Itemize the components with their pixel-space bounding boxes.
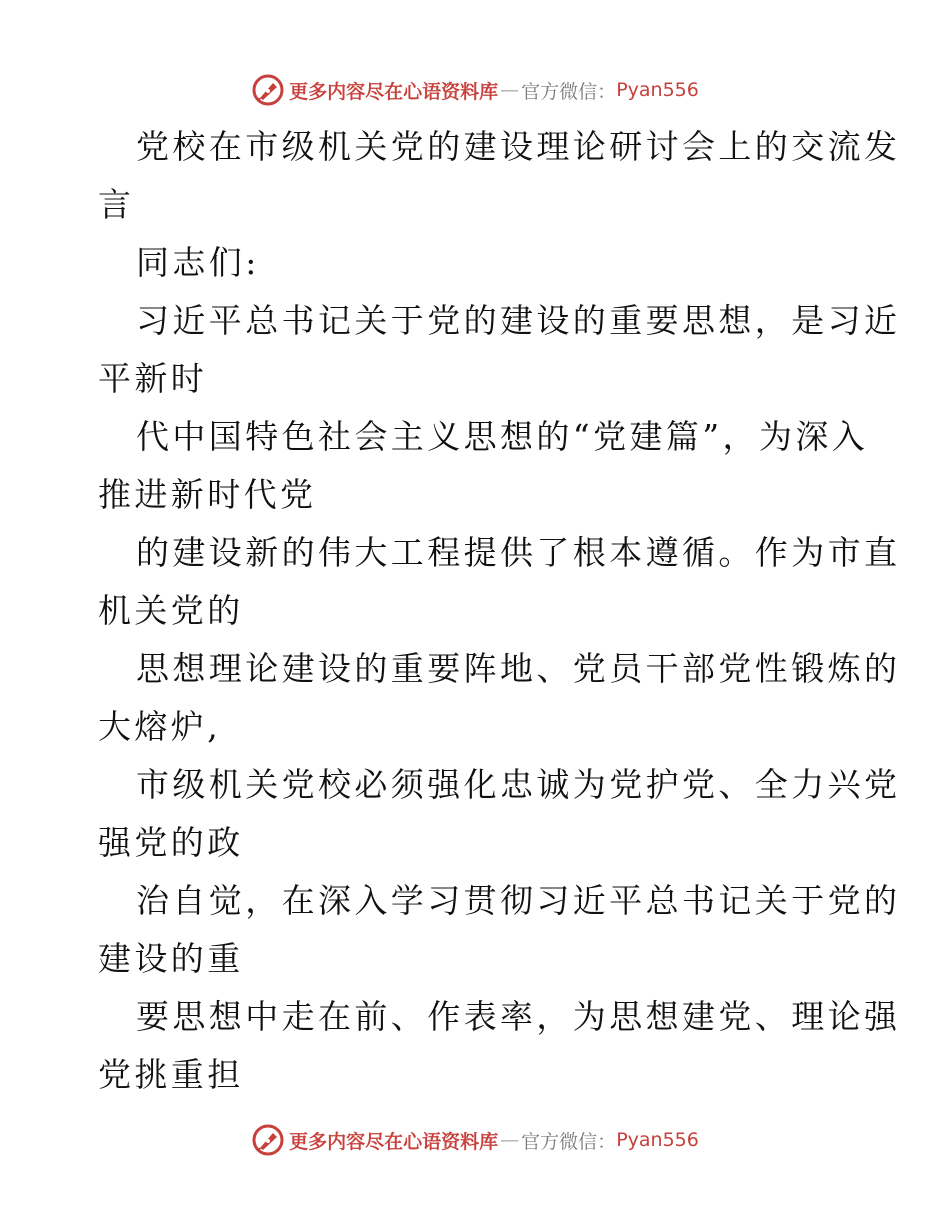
paragraph-line: 思想理论建设的重要阵地、党员干部党性锻炼的	[136, 649, 901, 688]
paragraph-line: 机关党的	[98, 591, 244, 630]
watermark-handle: Pyan556	[616, 1129, 699, 1151]
watermark-main-text: 更多内容尽在心语资料库	[289, 1130, 499, 1153]
document-body	[98, 118, 901, 1104]
document-title-line-2: 言	[98, 185, 135, 224]
watermark-sub-text: 官方微信：	[521, 1130, 617, 1153]
paragraph-line: 大熔炉,	[98, 707, 222, 746]
paragraph-line: 强党的政	[98, 823, 244, 862]
salutation: 同志们:	[136, 243, 260, 282]
watermark-separator: —	[500, 79, 520, 101]
paragraph-line: 的建设新的伟大工程提供了根本遵循。作为市直	[136, 533, 901, 572]
pen-nib-circle-icon	[251, 1123, 285, 1157]
document-title-line-1: 党校在市级机关党的建设理论研讨会上的交流发	[136, 127, 901, 166]
paragraph-line: 习近平总书记关于党的建设的重要思想，是习近	[136, 301, 901, 340]
paragraph-line: 治自觉，在深入学习贯彻习近平总书记关于党的	[136, 881, 901, 920]
watermark-separator: —	[500, 1129, 520, 1151]
watermark-main-text: 更多内容尽在心语资料库	[289, 80, 499, 103]
paragraph-line: 建设的重	[98, 939, 244, 978]
paragraph-line: 要思想中走在前、作表率，为思想建党、理论强	[136, 997, 901, 1036]
header-watermark	[0, 70, 950, 110]
watermark-sub-text: 官方微信：	[521, 80, 617, 103]
watermark-handle: Pyan556	[616, 79, 699, 101]
paragraph-line: 代中国特色社会主义思想的“党建篇”，为深入	[136, 417, 869, 456]
footer-watermark	[0, 1120, 950, 1160]
paragraph-line: 平新时	[98, 359, 208, 398]
paragraph-line: 党挑重担	[98, 1055, 244, 1094]
pen-nib-circle-icon	[251, 73, 285, 107]
paragraph-line: 市级机关党校必须强化忠诚为党护党、全力兴党	[136, 765, 901, 804]
paragraph-line: 推进新时代党	[98, 475, 317, 514]
